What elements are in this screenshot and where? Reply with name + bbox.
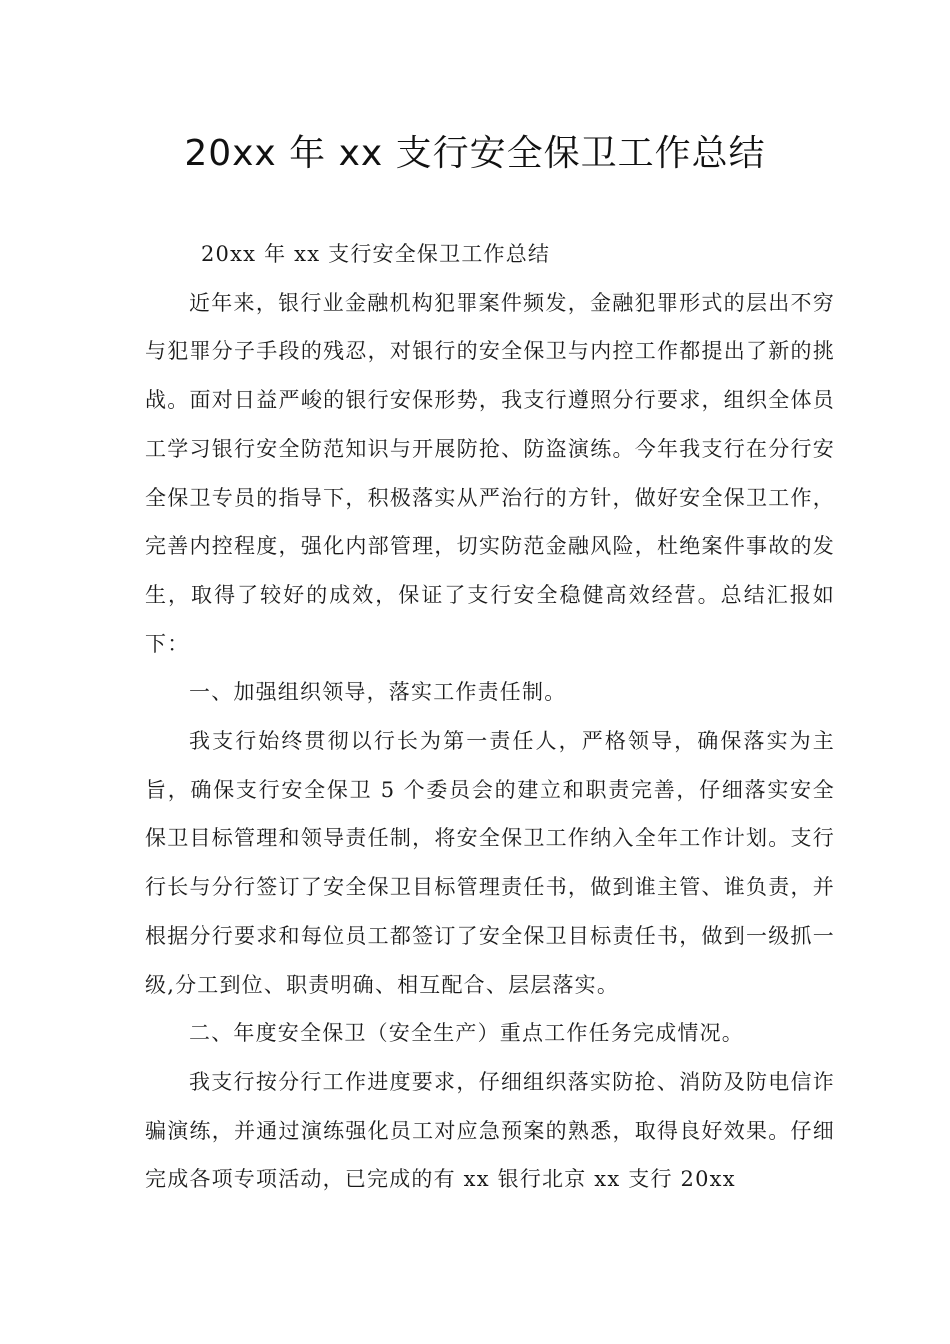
- document-body: [145, 230, 835, 1204]
- section-2-paragraph: 我支行按分行工作进度要求，仔细组织落实防抢、消防及防电信诈骗演练，并通过演练强化员工对应急预案的熟悉，取得良好效果。仔细完成各项专项活动，已完成的有 xx 银行北京 xx 支行 20xx: [145, 1069, 835, 1192]
- section-heading-1: 一、加强组织领导，落实工作责任制。: [189, 680, 567, 705]
- section-1-paragraph: 我支行始终贯彻以行长为第一责任人，严格领导，确保落实为主旨，确保支行安全保卫 5 个委员会的建立和职责完善，仔细落实安全保卫目标管理和领导责任制，将安全保卫工作纳入全年工作计划。支行行长与分行签订了安全保卫目标管理责任书，做到谁主管、谁负责，并根据分行要求和每位员工都签订了安全保卫目标责任书，做到一级抓一级,分工到位、职责明确、相互配合、层层落实。: [145, 729, 835, 997]
- intro-paragraph: 近年来，银行业金融机构犯罪案件频发，金融犯罪形式的层出不穷与犯罪分子手段的残忍，对银行的安全保卫与内控工作都提出了新的挑战。面对日益严峻的银行安保形势，我支行遵照分行要求，组织全体员工学习银行安全防范知识与开展防抢、防盗演练。今年我支行在分行安全保卫专员的指导下，积极落实从严治行的方针，做好安全保卫工作，完善内控程度，强化内部管理，切实防范金融风险，杜绝案件事故的发生，取得了较好的成效，保证了支行安全稳健高效经营。总结汇报如下：: [145, 290, 835, 656]
- document-title: 20xx 年 xx 支行安全保卫工作总结: [184, 133, 766, 174]
- subtitle-paragraph: 20xx 年 xx 支行安全保卫工作总结: [201, 242, 551, 266]
- section-heading-2: 二、年度安全保卫（安全生产）重点工作任务完成情况。: [189, 1021, 744, 1046]
